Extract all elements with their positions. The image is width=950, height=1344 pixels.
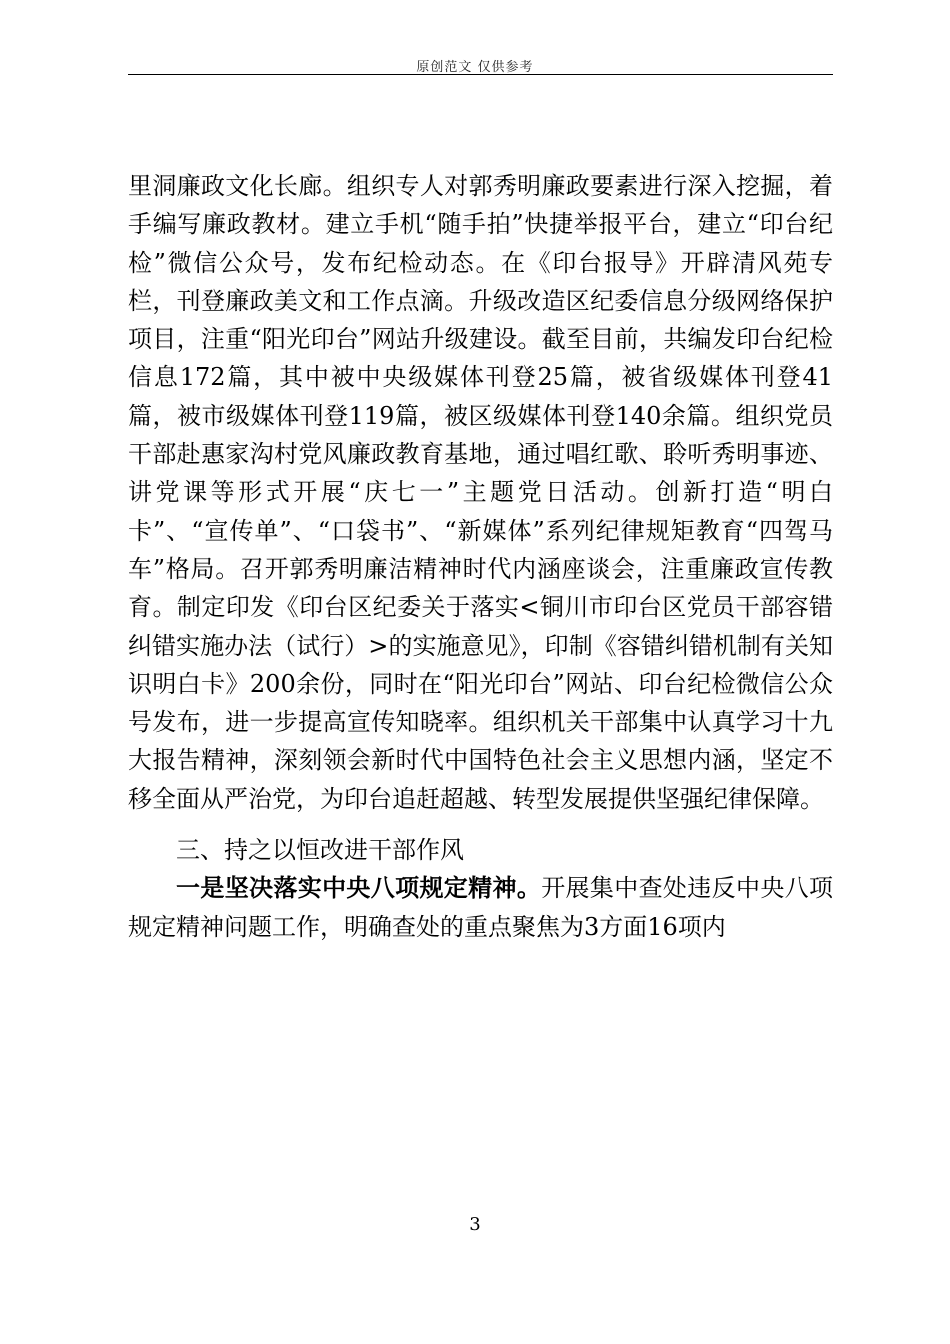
page-header: 原创范文 仅供参考 [416,60,534,75]
paragraph-text: 开展集中查处违反中央八项规定精神问题工作，明确查处的重点聚焦为3方面16项内 [128,874,834,941]
page-number: 3 [469,1214,481,1235]
document-body [128,167,833,946]
header-rule [128,74,833,75]
paragraph-lead: 一是坚决落实中央八项规定精神。 [176,873,542,903]
section-heading: 三、持之以恒改进干部作风 [176,836,464,865]
body-paragraph: 里洞廉政文化长廊。组织专人对郭秀明廉政要素进行深入挖掘，着手编写廉政教材。建立手机“随手拍”快捷举报平台，建立“印台纪检”微信公众号，发布纪检动态。在《印台报导》开辟清风苑专栏，刊登廉政美文和工作点滴。升级改造区纪委信息分级网络保护项目，注重“阳光印台”网站升级建设。截至目前，共编发印台纪检信息172篇，其中被中央级媒体刊登25篇，被省级媒体刊登41篇，被市级媒体刊登119篇，被区级媒体刊登140余篇。组织党员干部赴惠家沟村党风廉政教育基地，通过唱红歌、聆听秀明事迹、讲党课等形式开展“庆七一”主题党日活动。创新打造“明白卡”、“宣传单”、“口袋书”、“新媒体”系列纪律规矩教育“四驾马车”格局。召开郭秀明廉洁精神时代内涵座谈会，注重廉政宣传教育。制定印发《印台区纪委关于落实<铜川市印台区党员干部容错纠错实施办法（试行）>的实施意见》，印制《容错纠错机制有关知识明白卡》200余份，同时在“阳光印台”网站、印台纪检微信公众号发布，进一步提高宣传知晓率。组织机关干部集中认真学习十九大报告精神，深刻领会新时代中国特色社会主义思想内涵，坚定不移全面从严治党，为印台追赶超越、转型发展提供坚强纪律保障。 [128,172,833,813]
body-paragraph-2 [128,869,833,946]
